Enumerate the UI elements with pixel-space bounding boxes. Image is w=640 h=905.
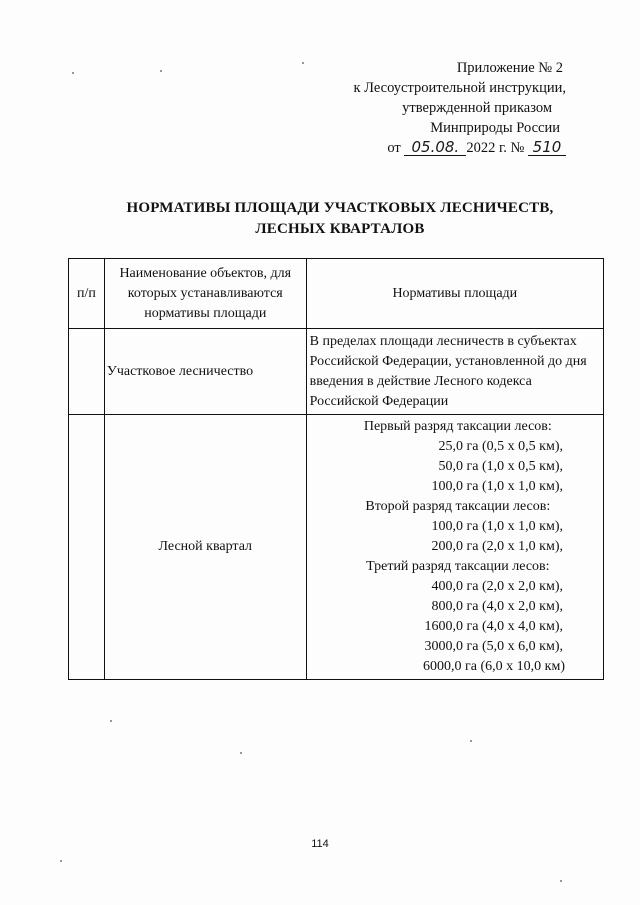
row-number-cell (69, 329, 105, 415)
area-value: 1600,0 га (4,0 х 4,0 км), (424, 619, 563, 634)
appendix-number: Приложение № 2 (456, 60, 563, 76)
object-name-cell: Участковое лесничество (104, 329, 306, 415)
norms-table (68, 258, 604, 680)
rank-label: Второй разряд таксации лесов: (365, 499, 551, 514)
norm-cell (306, 415, 603, 680)
date-prefix: от (387, 140, 401, 156)
header-number: п/п (69, 259, 105, 329)
header-object-name: Наименование объектов, для которых устанавливаются нормативы площади (104, 259, 306, 329)
area-value: 6000,0 га (6,0 х 10,0 км) (423, 659, 565, 674)
scan-speck (60, 860, 62, 862)
page-number: 114 (311, 838, 329, 850)
title-line-2: ЛЕСНЫХ КВАРТАЛОВ (255, 221, 425, 237)
area-value: 800,0 га (4,0 х 2,0 км), (431, 599, 563, 614)
area-value: 25,0 га (0,5 х 0,5 км), (438, 439, 563, 454)
appendix-header (266, 58, 566, 158)
table-row (69, 415, 604, 680)
area-value: 200,0 га (2,0 х 1,0 км), (431, 539, 563, 554)
area-value: 100,0 га (1,0 х 1,0 км), (431, 519, 563, 534)
area-value: 100,0 га (1,0 х 1,0 км), (431, 479, 563, 494)
scan-speck (470, 740, 472, 742)
area-value: 50,0 га (1,0 х 0,5 км), (438, 459, 563, 474)
area-value: 400,0 га (2,0 х 2,0 км), (431, 579, 563, 594)
title-line-1: НОРМАТИВЫ ПЛОЩАДИ УЧАСТКОВЫХ ЛЕСНИЧЕСТВ, (126, 200, 554, 216)
appendix-date-line (266, 138, 566, 158)
rank-label: Первый разряд таксации лесов: (363, 419, 552, 434)
table-row (69, 329, 604, 415)
scan-speck (240, 752, 242, 754)
rank-label: Третий разряд таксации лесов: (366, 559, 550, 574)
table-header-row (69, 259, 604, 329)
handwritten-date: 05.08. (404, 139, 466, 156)
handwritten-order-number: 510 (528, 139, 566, 156)
year-text: 2022 г. № (466, 140, 525, 156)
scan-speck (160, 70, 162, 72)
taxation-ranks (307, 417, 603, 677)
appendix-ministry: Минприроды России (430, 120, 560, 136)
row-number-cell (69, 415, 105, 680)
scan-speck (72, 72, 74, 74)
scan-speck (560, 880, 562, 882)
norm-cell: В пределах площади лесничеств в субъектах Российской Федерации, установленной до дня введения в действие Лесного кодекса Российской Федерации (306, 329, 603, 415)
document-title (110, 198, 570, 240)
object-name-cell: Лесной квартал (104, 415, 306, 680)
appendix-instruction: к Лесоустроительной инструкции, (353, 80, 566, 96)
header-norm: Нормативы площади (306, 259, 603, 329)
scan-speck (302, 62, 304, 64)
scan-speck (110, 720, 112, 722)
appendix-approved-by: утвержденной приказом (402, 100, 552, 116)
area-value: 3000,0 га (5,0 х 6,0 км), (424, 639, 563, 654)
